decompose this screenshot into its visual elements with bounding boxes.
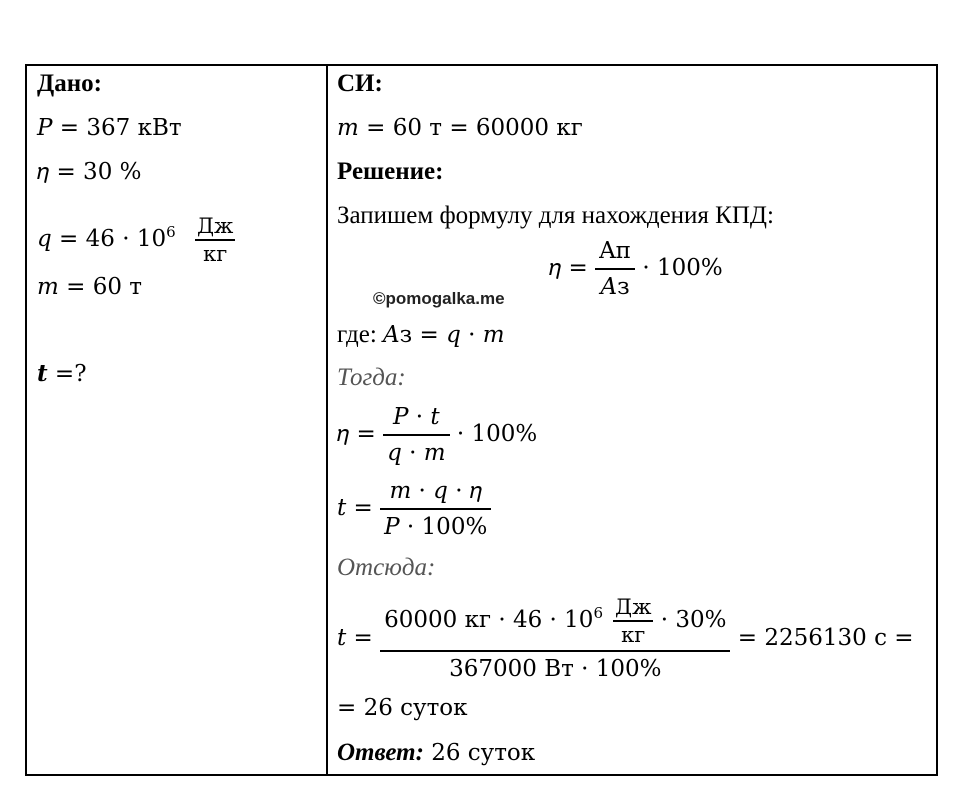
formula-lhs: 𝑡 = [337, 495, 381, 521]
si-heading: СИ: [337, 70, 383, 97]
watermark: ©pomogalka.me [373, 289, 505, 308]
fraction-denominator: 367000 Вт · 100% [449, 656, 662, 682]
fraction [595, 236, 635, 302]
unit-denominator: кг [203, 242, 228, 266]
given-heading: Дано: [37, 70, 102, 97]
si-conversion: 𝑚 = 60 т = 60000 кг [337, 115, 583, 141]
given-efficiency: 𝜂 = 30 % [37, 159, 142, 185]
numerator-part: · 30% [653, 607, 727, 633]
formula-rhs: · 100% [449, 421, 538, 447]
unit-denominator: кг [621, 623, 646, 647]
numerator-exponent: 6 [593, 604, 603, 622]
fraction-denominator: 𝑃 · 100% [384, 514, 488, 540]
formula-rhs: = 2256130 с = [730, 625, 914, 651]
formula-efficiency-power [337, 402, 537, 468]
formula-lhs: 𝑡 = [337, 625, 381, 651]
formula-time [337, 476, 491, 542]
find-variable: 𝒕 [37, 360, 48, 387]
given-power: 𝑃 = 367 кВт [37, 115, 182, 141]
where-formula: 𝐴з = 𝑞 · 𝑚 [383, 322, 505, 348]
result-line: = 26 суток [337, 695, 468, 721]
given-mass: 𝑚 = 60 т [37, 274, 143, 300]
fraction-numerator [380, 594, 730, 652]
given-heat-value-base: 𝑞 = 46 · 10 [37, 226, 167, 252]
formula-rhs: · 100% [635, 255, 723, 281]
unit-numerator: Дж [613, 594, 653, 622]
given-heat-value-unit [195, 213, 235, 267]
formula-calculation [337, 594, 914, 684]
column-divider [326, 66, 328, 774]
fraction [380, 476, 491, 542]
formula-lhs: 𝜂 = [549, 255, 596, 281]
where-line [337, 320, 505, 349]
formula-lhs: 𝜂 = [337, 421, 384, 447]
fraction [380, 594, 730, 684]
fraction-numerator: 𝑃 · 𝑡 [383, 402, 449, 436]
solution-intro: Запишем формулу для нахождения КПД: [337, 202, 774, 229]
answer-value: 26 суток [423, 740, 536, 766]
hence-label: Отсюда: [337, 554, 436, 581]
answer-label: Ответ: [337, 739, 424, 766]
solution-table [25, 64, 938, 776]
numerator-unit [613, 594, 653, 648]
unit-numerator: Дж [195, 213, 235, 241]
find-question: =? [47, 361, 87, 387]
fraction-numerator: 𝑚 · 𝑞 · 𝜂 [380, 476, 491, 510]
fraction-denominator: 𝑞 · 𝑚 [387, 440, 446, 466]
fraction-numerator: Aп [595, 236, 635, 270]
then-label: Тогда: [337, 364, 406, 391]
fraction-denominator: 𝐴з [600, 274, 630, 300]
where-label: где: [337, 321, 384, 348]
given-heat-value [37, 202, 235, 269]
solution-heading: Решение: [337, 158, 444, 185]
find-time [37, 360, 87, 388]
fraction [383, 402, 449, 468]
formula-efficiency [549, 236, 723, 302]
answer-line [337, 738, 535, 767]
given-heat-value-exponent: 6 [166, 223, 176, 241]
numerator-part: 60000 кг · 46 · 10 [384, 607, 594, 633]
